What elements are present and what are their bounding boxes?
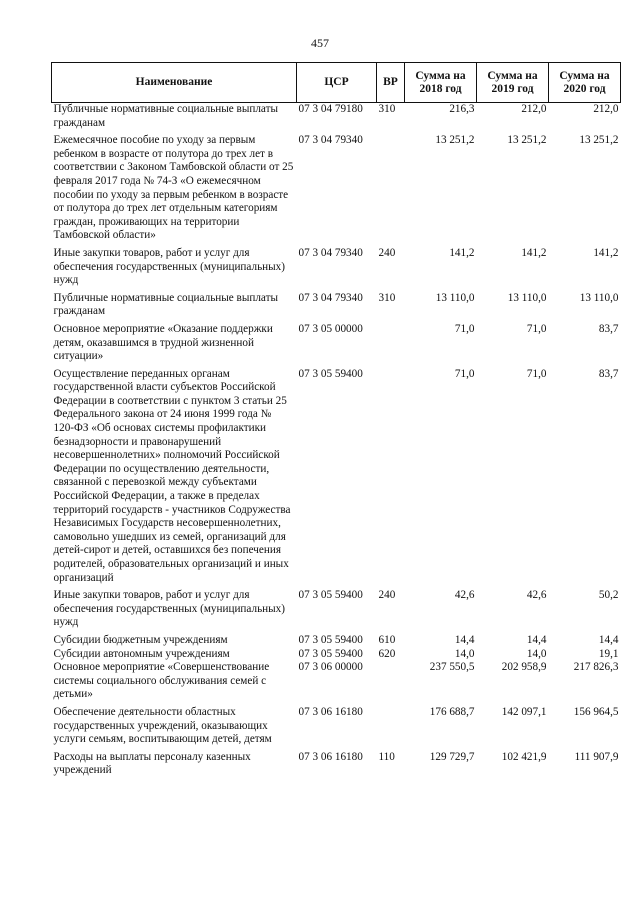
row-2020: 13 251,2: [579, 134, 619, 147]
row-name: Основное мероприятие «Оказание поддержки детям, оказавшимся в трудной жизненной ситуации»: [53, 322, 273, 363]
row-2019: 71,0: [526, 367, 547, 380]
row-2020: 111 907,9: [574, 750, 619, 763]
row-vr: 610: [378, 633, 396, 646]
row-2019: 71,0: [526, 322, 547, 335]
row-2018: 176 688,7: [429, 705, 475, 718]
row-2018: 13 110,0: [435, 291, 475, 304]
row-2020: 13 110,0: [579, 291, 619, 304]
row-2018: 14,0: [454, 647, 475, 660]
row-csr: 07 3 04 79340: [298, 134, 363, 147]
row-vr: 620: [378, 647, 396, 660]
row-name: Ежемесячное пособие по уходу за первым ребенком в возрасте от полутора до трех лет в соответствии с Законом Тамбовской области от 25 февраля 2017 года № 74-З «О ежемесячном пособии по уходу за первым ребенком в возрасте от полутора до трех лет отдельным категориям граждан, проживающих на территории Тамбовской области»: [53, 134, 294, 242]
row-2019: 13 110,0: [507, 291, 547, 304]
row-2019: 202 958,9: [501, 661, 547, 674]
row-vr: [377, 323, 405, 368]
table-row: [52, 134, 621, 247]
row-vr: 310: [378, 291, 396, 304]
row-2019: 42,6: [526, 589, 547, 602]
row-2019: 141,2: [521, 246, 547, 259]
row-name: Публичные нормативные социальные выплаты гражданам: [53, 103, 279, 129]
row-vr: 110: [378, 750, 395, 763]
row-2018: 14,4: [454, 633, 475, 646]
row-2020: 212,0: [593, 103, 619, 115]
row-2018: 216,3: [449, 103, 475, 115]
table-row: [52, 589, 621, 634]
row-name: Основное мероприятие «Совершенствование системы социального обслуживания семей с детьми»: [53, 661, 270, 701]
row-2019: 14,0: [526, 647, 547, 660]
row-2020: 217 826,3: [573, 661, 619, 674]
row-2020: 50,2: [598, 589, 619, 602]
row-csr: 07 3 04 79180: [298, 103, 363, 115]
row-name: Иные закупки товаров, работ и услуг для обеспечения государственных (муниципальных) нужд: [53, 589, 285, 629]
row-name: Субсидии бюджетным учреждениям: [53, 633, 228, 646]
row-csr: 07 3 06 16180: [298, 705, 363, 718]
row-2019: 142 097,1: [501, 705, 547, 718]
row-csr: 07 3 06 16180: [298, 750, 363, 763]
row-2018: 71,0: [454, 322, 475, 335]
header-2018: Сумма на 2018 год: [405, 63, 477, 103]
table-row: [52, 103, 621, 135]
header-name: Наименование: [52, 63, 297, 103]
header-csr: ЦСР: [297, 63, 377, 103]
table-header-row: [52, 63, 621, 103]
row-csr: 07 3 05 59400: [298, 367, 363, 380]
row-csr: 07 3 05 59400: [298, 647, 363, 660]
row-2020: 83,7: [598, 367, 619, 380]
row-csr: 07 3 04 79340: [298, 246, 363, 259]
row-name: Субсидии автономным учреждениям: [53, 647, 230, 660]
row-2020: 141,2: [593, 246, 619, 259]
header-2020: Сумма на 2020 год: [549, 63, 621, 103]
table-row: [52, 247, 621, 292]
table-row: [52, 751, 621, 778]
row-2018: 42,6: [454, 589, 475, 602]
row-csr: 07 3 05 00000: [298, 322, 363, 335]
row-2019: 13 251,2: [507, 134, 547, 147]
table-row: [52, 706, 621, 751]
table-row: [52, 323, 621, 368]
row-vr: [377, 368, 405, 590]
table-row: [52, 648, 621, 662]
header-vr: ВР: [377, 63, 405, 103]
row-2019: 14,4: [526, 633, 547, 646]
header-2019: Сумма на 2019 год: [477, 63, 549, 103]
row-name: Публичные нормативные социальные выплаты гражданам: [53, 291, 279, 318]
row-2018: 71,0: [454, 367, 475, 380]
row-vr: 240: [378, 246, 396, 259]
row-2019: 212,0: [521, 103, 547, 115]
row-csr: 07 3 06 00000: [298, 661, 363, 674]
row-name: Осуществление переданных органам государственной власти субъектов Российской Федерации в соответствии с пунктом 3 статьи 25 Федерального закона от 24 июня 1999 года № 120-ФЗ «Об основах системы профилактики безнадзорности и правонарушений несовершеннолетних» полномочий Российской Федерации по осуществлению деятельности, связанной с перевозкой между субъектами Российской Федерации, а также в пределах территорий государств - участников Содружества Независимых Государств несовершеннолетних, самовольно ушедших из семей, организаций для детей-сирот и детей, оставшихся без попечения родителей, образовательных организаций и иных организаций: [53, 367, 291, 584]
page-number: 457: [311, 36, 329, 50]
row-vr: [377, 661, 405, 706]
row-name: Иные закупки товаров, работ и услуг для обеспечения государственных (муниципальных) нужд: [53, 246, 285, 287]
row-vr: 240: [378, 589, 396, 602]
row-2020: 156 964,5: [573, 705, 619, 718]
row-2018: 13 251,2: [435, 134, 475, 147]
table-row: [52, 368, 621, 590]
row-2019: 102 421,9: [501, 750, 547, 763]
row-vr: 310: [378, 103, 396, 115]
row-name: Обеспечение деятельности областных государственных учреждений, оказывающих услуги семьям, воспитывающим детей, детям: [53, 705, 272, 746]
row-2020: 19,1: [598, 647, 619, 660]
budget-table: [51, 62, 621, 778]
table-row: [52, 661, 621, 706]
row-csr: 07 3 04 79340: [298, 291, 363, 304]
table-row: [52, 292, 621, 323]
row-2018: 141,2: [449, 246, 475, 259]
row-2018: 237 550,5: [429, 661, 475, 674]
row-2020: 14,4: [598, 633, 619, 646]
row-vr: [377, 134, 405, 247]
row-2020: 83,7: [598, 322, 619, 335]
row-name: Расходы на выплаты персоналу казенных учреждений: [53, 750, 251, 777]
table-row: [52, 634, 621, 648]
row-csr: 07 3 05 59400: [298, 633, 363, 646]
row-csr: 07 3 05 59400: [298, 589, 363, 602]
row-2018: 129 729,7: [429, 750, 475, 763]
row-vr: [377, 706, 405, 751]
